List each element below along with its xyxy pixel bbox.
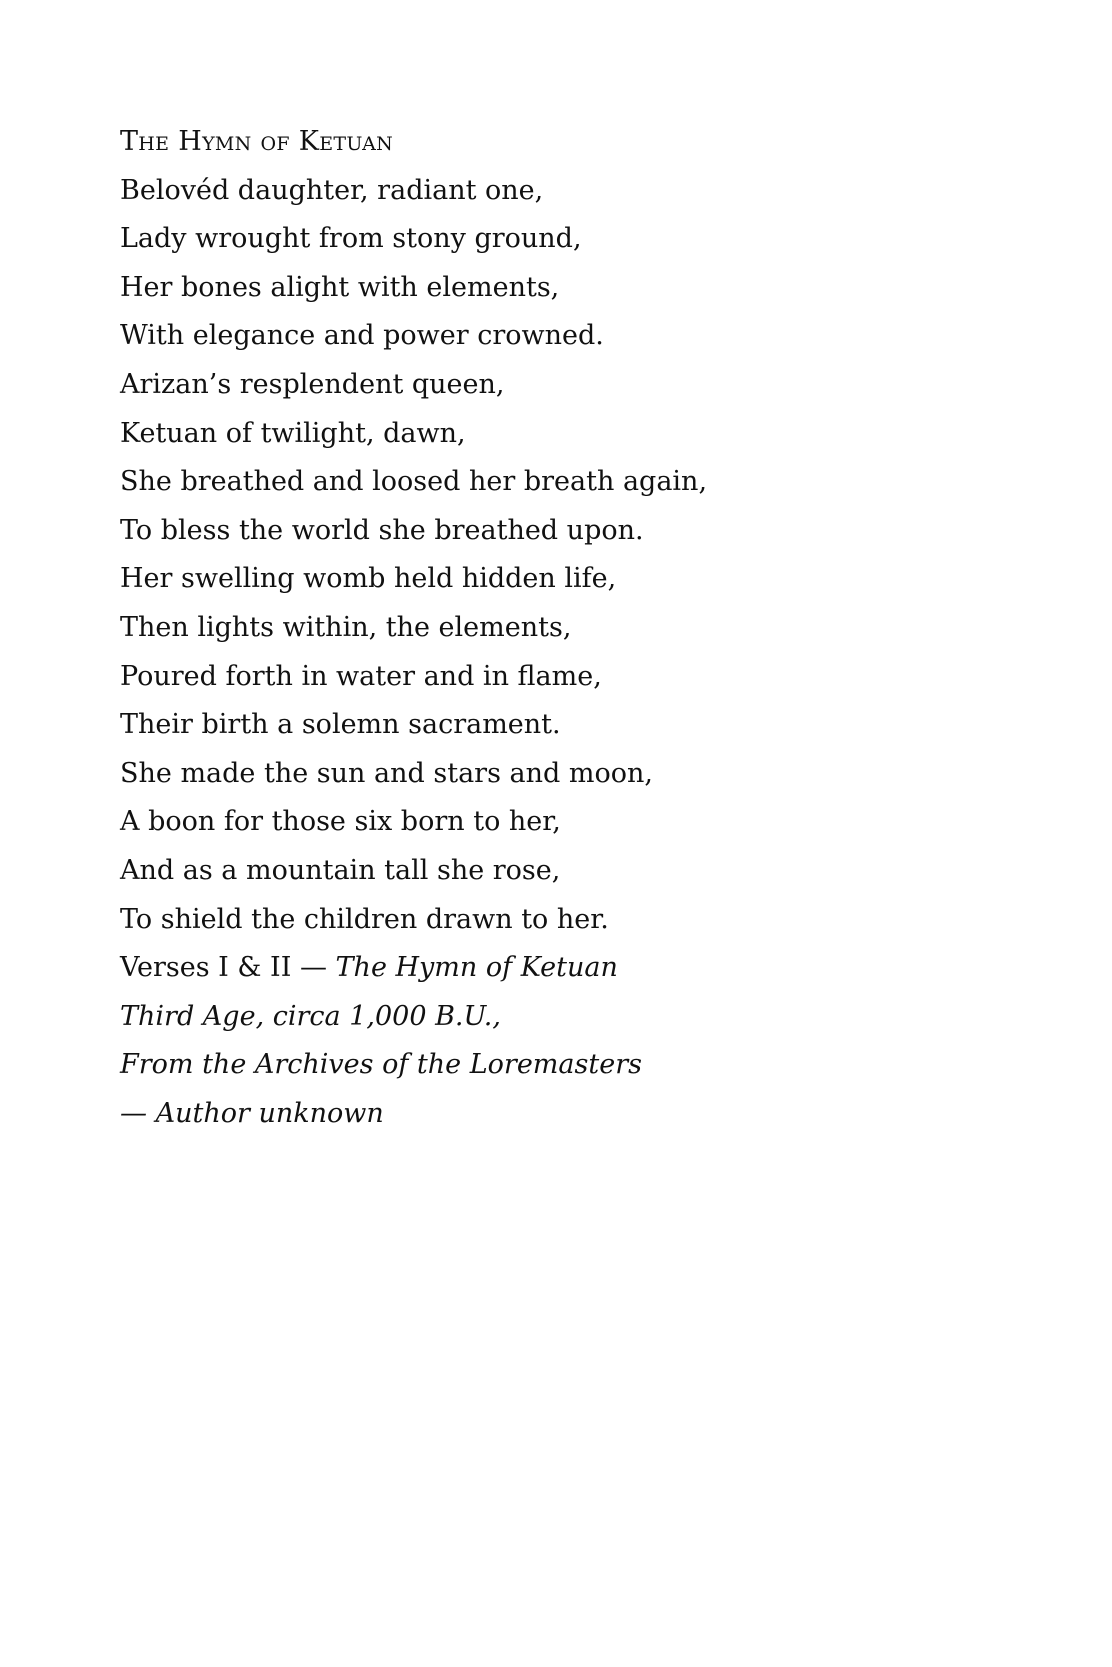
attribution-era: Third Age, circa 1,000 B.U., (120, 1000, 501, 1032)
poem-line: And as a mountain tall she rose, (120, 854, 561, 886)
poem-line: She breathed and loosed her breath again, (120, 466, 708, 498)
poem-line: Ketuan of twilight, dawn, (120, 417, 466, 449)
attribution-source: From the Archives of the Loremasters (120, 1049, 642, 1081)
poem-line: Their birth a solemn sacrament. (120, 709, 561, 741)
poem-line: Lady wrought from stony ground, (120, 223, 582, 255)
attribution-work-title: The Hymn of Ketuan (335, 952, 618, 984)
poem-line: Her bones alight with elements, (120, 271, 560, 303)
poem-line: Her swelling womb held hidden life, (120, 563, 617, 595)
poem-line: Arizan’s resplendent queen, (120, 368, 505, 400)
poem-line: Then lights within, the elements, (120, 611, 572, 643)
attribution-verses-prefix: Verses I & II — (120, 952, 336, 984)
document-page (120, 118, 1020, 1138)
poem-line: She made the sun and stars and moon, (120, 757, 653, 789)
attribution-verses (120, 944, 1020, 993)
poem-title: The Hymn of Ketuan (120, 126, 394, 157)
attribution-author: — Author unknown (120, 1097, 384, 1129)
poem-line: With elegance and power crowned. (120, 320, 604, 352)
poem-line: Belovéd daughter, radiant one, (120, 174, 544, 206)
poem-line: To shield the children drawn to her. (120, 903, 609, 935)
poem-line: A boon for those six born to her, (120, 806, 561, 838)
poem-line: To bless the world she breathed upon. (120, 514, 644, 546)
poem-line: Poured forth in water and in flame, (120, 660, 602, 692)
